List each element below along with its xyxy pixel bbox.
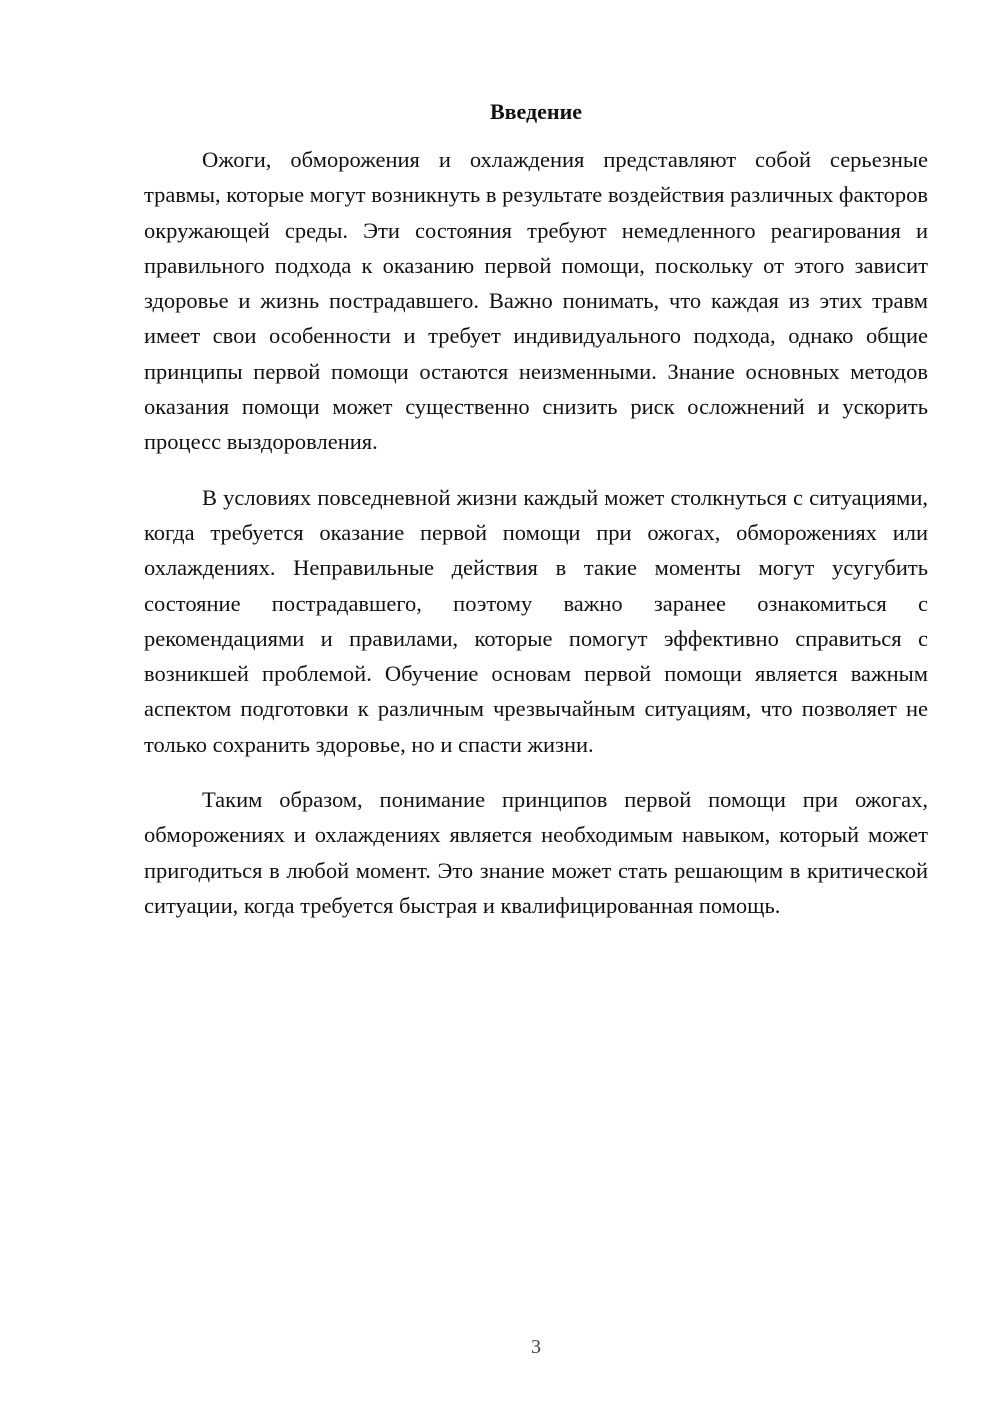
paragraph-2: В условиях повседневной жизни каждый может столкнуться с ситуациями, когда требуется оказание первой помощи при ожогах, обморожениях или охлаждениях. Неправильные действия в такие моменты могут усугубить состояние пострадавшего, поэтому важно заранее ознакомиться с рекомендациями и правилами, которые помогут эффективно справиться с возникшей проблемой. Обучение основам первой помощи является важным аспектом подготовки к различным чрезвычайным ситуациям, что позволяет не только сохранить здоровье, но и спасти жизни.: [144, 484, 928, 757]
paragraph-3: Таким образом, понимание принципов первой помощи при ожогах, обморожениях и охлаждениях является необходимым навыком, который может пригодиться в любой момент. Это знание может стать решающим в критической ситуации, когда требуется быстрая и квалифицированная помощь.: [144, 787, 928, 918]
body-text: [144, 142, 928, 943]
page-number: 3: [531, 1336, 541, 1358]
paragraph-1: Ожоги, обморожения и охлаждения представляют собой серьезные травмы, которые могут возникнуть в результате воздействия различных факторов окружающей среды. Эти состояния требуют немедленного реагирования и правильного подхода к оказанию первой помощи, поскольку от этого зависит здоровье и жизнь пострадавшего. Важно понимать, что каждая из этих травм имеет свои особенности и требует индивидуального подхода, однако общие принципы первой помощи остаются неизменными. Знание основных методов оказания помощи может существенно снизить риск осложнений и ускорить процесс выздоровления.: [144, 147, 928, 455]
page-title: Введение: [489, 99, 583, 124]
